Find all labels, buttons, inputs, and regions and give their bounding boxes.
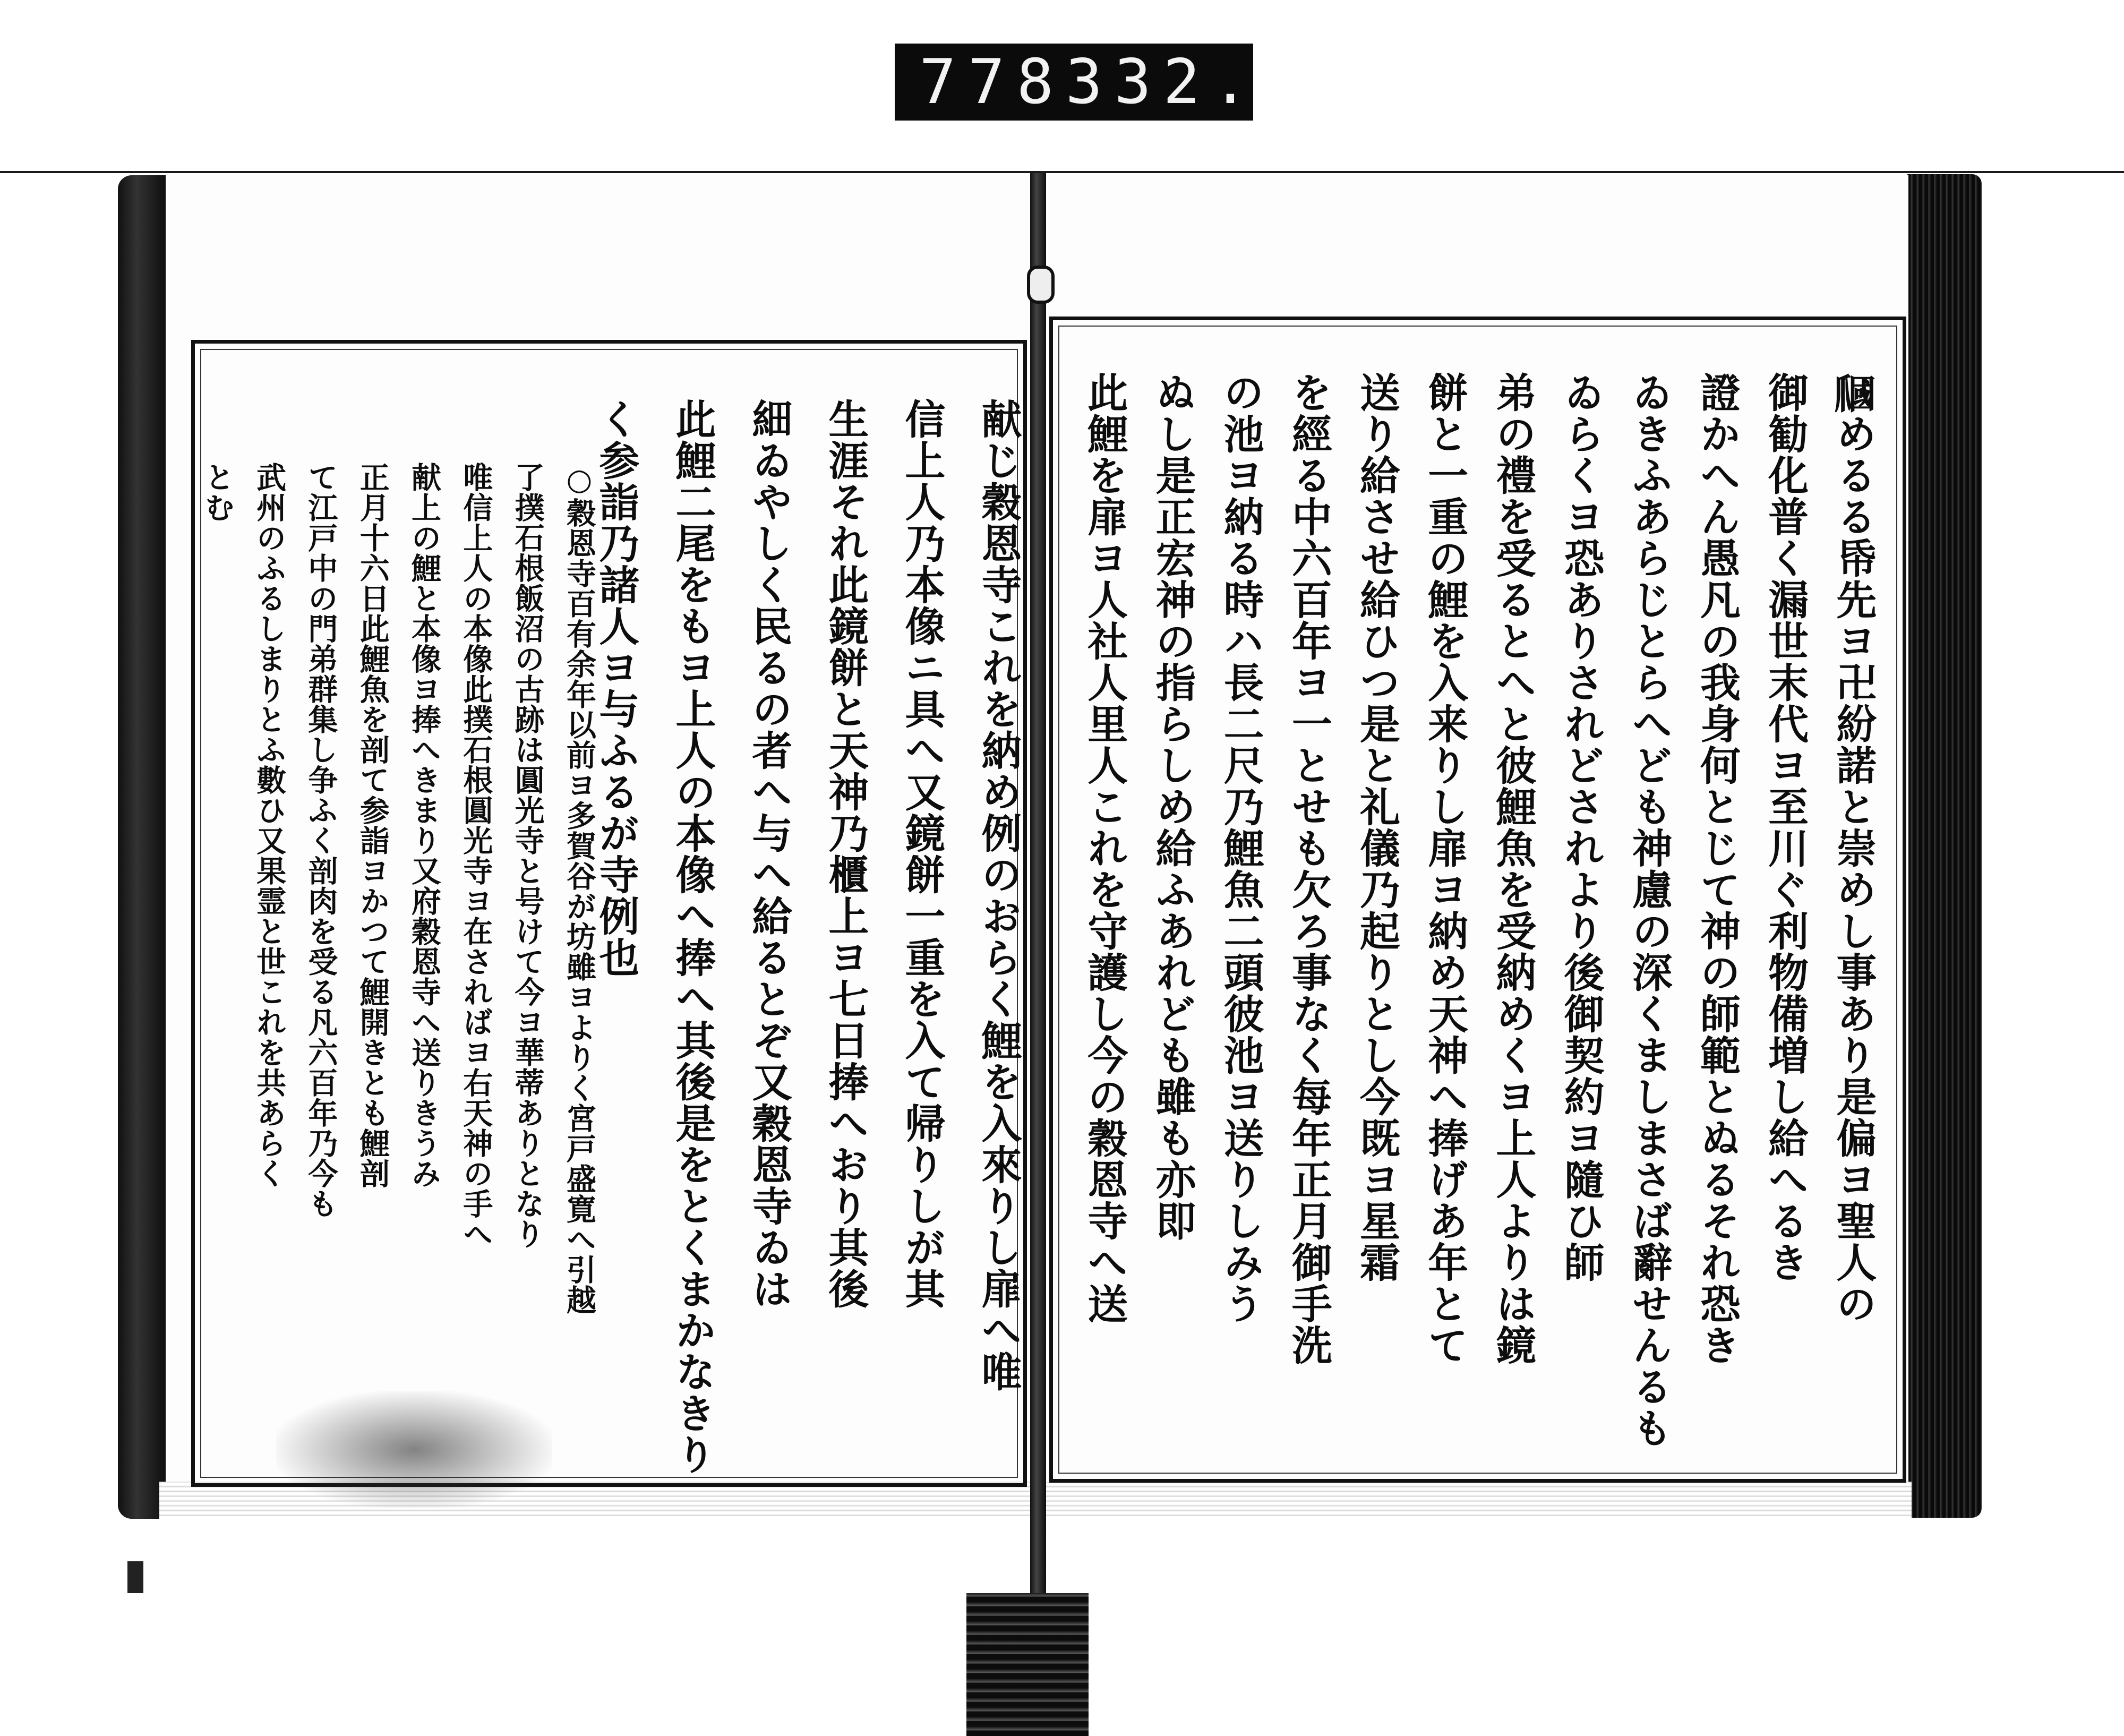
note-column: 武州のふるしまりとふ數ひ又果霊と世これを共あらく bbox=[252, 462, 287, 1188]
right-page-text bbox=[1081, 372, 1877, 1466]
binding-knot bbox=[1027, 266, 1055, 304]
corner-mark bbox=[127, 1561, 143, 1593]
archive-number-right: 332. bbox=[1065, 46, 1261, 118]
text-column: 此鯉を扉ヨ人社人里人これを守護し今の穀恩寺へ送 bbox=[1081, 372, 1128, 1324]
gutter-tab bbox=[966, 1593, 1089, 1736]
text-column: を經る中六百年ヨ一とせも欠ろ事なく每年正月御手洗 bbox=[1285, 372, 1333, 1366]
text-column: 信上人乃本像ニ具へ又鏡餅一重を入て帰りしが其 bbox=[898, 398, 946, 1310]
note-column: 献上の鯉と本像ヨ捧へきまり又府穀恩寺へ送りきうみ bbox=[407, 462, 442, 1188]
left-page-main-text bbox=[592, 398, 1022, 1482]
archive-number-left: 778 bbox=[919, 46, 1066, 118]
note-column: て江戸中の門弟群集し争ふく剖肉を受る凡六百年乃今も bbox=[303, 462, 339, 1219]
note-column: 正月十六日此鯉魚を剖て参詣ヨかつて鯉開きとも鯉剖 bbox=[355, 462, 390, 1188]
top-rule bbox=[0, 171, 2124, 173]
note-column: ○穀恩寺百有余年以前ヨ多賀谷が坊雖ヨよりく宮戸盛寛へ引越 bbox=[561, 462, 597, 1315]
text-column: の池ヨ納る時ハ長二尺乃鯉魚二頭彼池ヨ送りしみう bbox=[1217, 372, 1265, 1324]
text-column: 生涯それ此鏡餅と天神乃櫃上ヨ七日捧へおり其後 bbox=[821, 398, 869, 1310]
text-column: 細ゐやしく民るの者へ与へ給るとぞ又穀恩寺ゐは bbox=[745, 398, 793, 1310]
note-column: 唯信上人の本像此撲石根圓光寺ヨ在さればヨ右天神の手へ bbox=[458, 462, 494, 1249]
text-column: 御勧化普く漏世末代ヨ至川ぐ利物備増し給へるき bbox=[1761, 372, 1809, 1283]
text-column: 送り給させ給ひつ是と礼儀乃起りとし今既ヨ星霜 bbox=[1353, 372, 1401, 1283]
ink-smudge bbox=[276, 1391, 552, 1508]
text-column: 献じ穀恩寺これを納め例のおらく鯉を入來りし扉へ唯 bbox=[974, 398, 1022, 1392]
left-cover-edge bbox=[118, 175, 166, 1519]
text-column: 此鯉二尾をもヨ上人の本像へ捧へ其後是をとくまかなきり bbox=[669, 398, 716, 1475]
text-column: 證かへん愚凡の我身何とじて神の師範とぬるそれ恐き bbox=[1693, 372, 1741, 1366]
note-column: とむ bbox=[200, 462, 235, 523]
note-column: 了撲石根飯沼の古跡は圓光寺と号けて今ヨ華蒂ありとなり bbox=[510, 462, 545, 1249]
archive-label bbox=[895, 44, 1261, 121]
text-column: ゐらくヨ恐ありされどされより後御契約ヨ隨ひ師 bbox=[1557, 372, 1605, 1283]
text-column: ぬし是正宏神の指らしめ給ふあれども雖も亦即 bbox=[1149, 372, 1196, 1242]
text-column: 𤔩めるる帋先ヨ卍紛諾と崇めし事あり是偏ヨ聖人の bbox=[1829, 372, 1877, 1324]
book-gutter bbox=[1030, 173, 1046, 1708]
text-column: ゐきふあらじとらへども神慮の深くましまさば辭せんるも bbox=[1625, 372, 1673, 1449]
right-cover-edge bbox=[1907, 174, 1982, 1518]
text-column: 餅と一重の鯉を入来りし扉ヨ納め天神へ捧げあ年とて bbox=[1421, 372, 1469, 1366]
text-column: 弟の禮を受るとへと彼鯉魚を受納めくヨ上人よりは鏡 bbox=[1489, 372, 1537, 1366]
left-page-note-text bbox=[202, 462, 595, 1498]
text-column: く参詣乃諸人ヨ与ふるが寺例也 bbox=[592, 398, 640, 978]
